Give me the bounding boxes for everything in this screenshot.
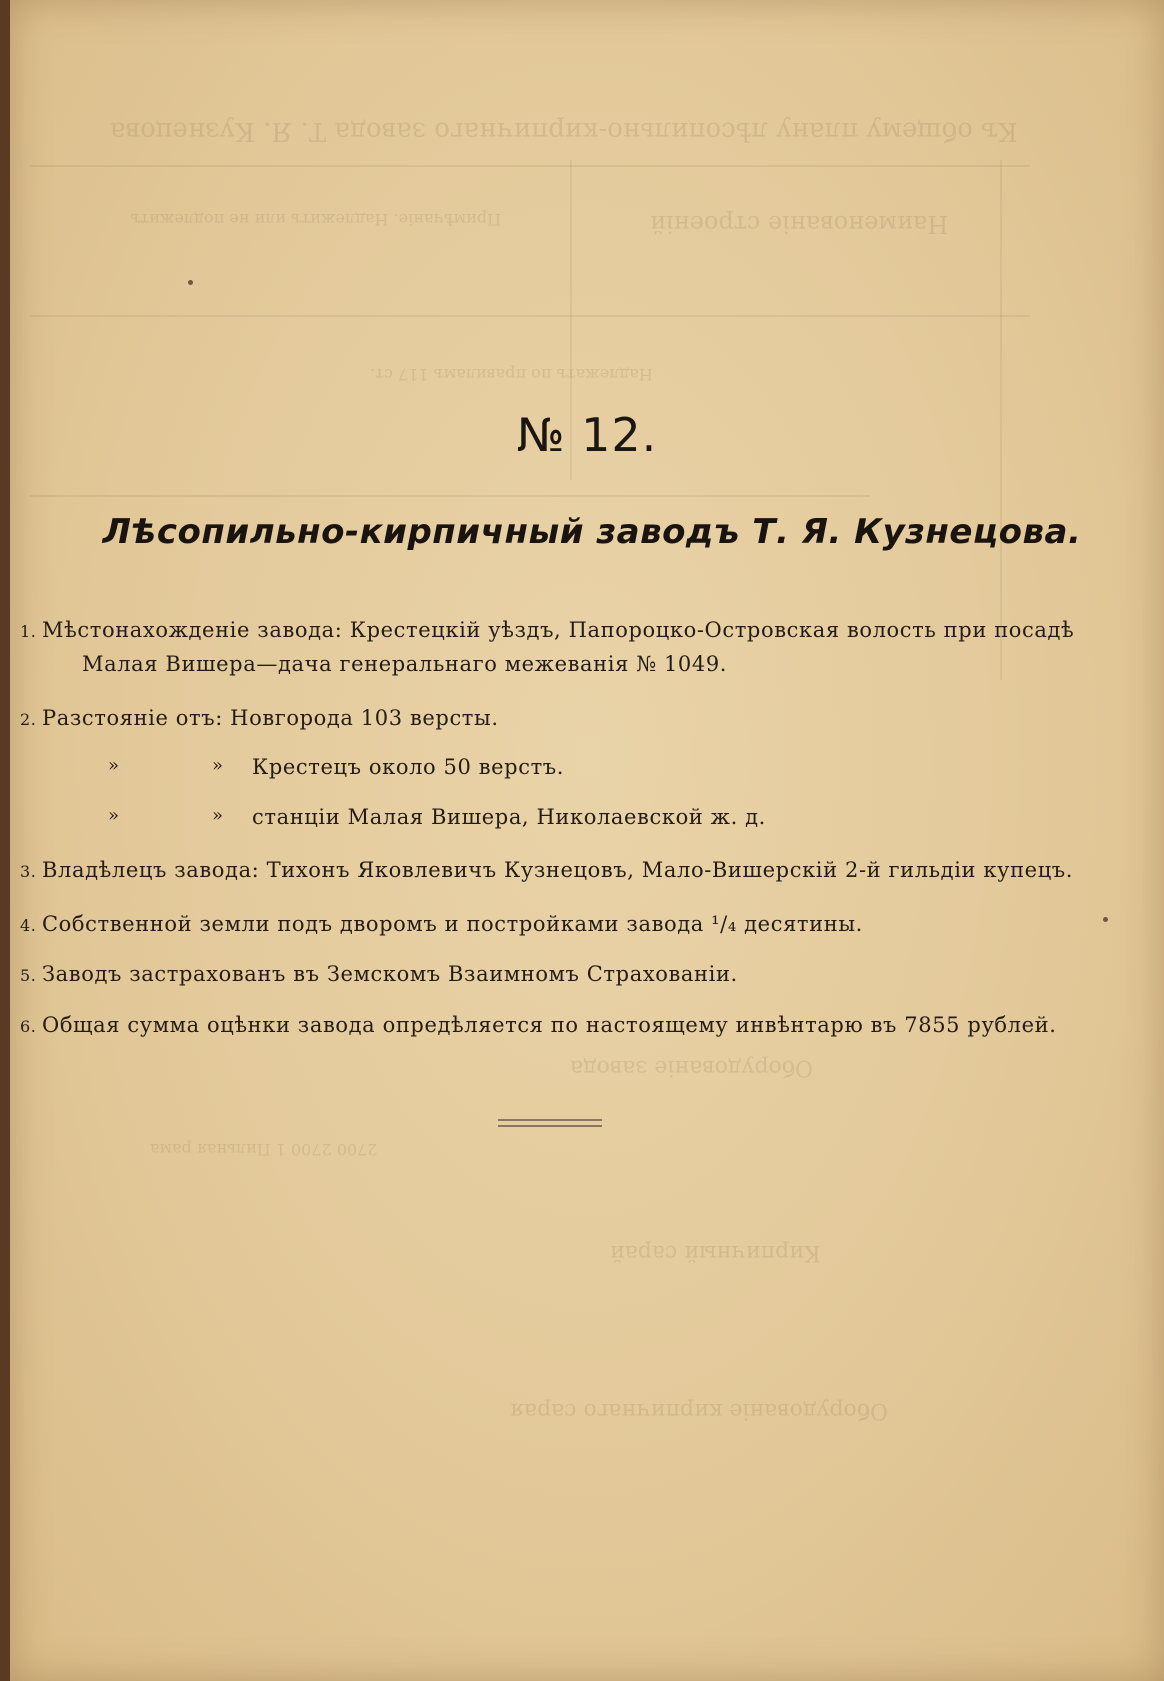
bleed-through-text: 2700 2700 1 Пильная рама <box>150 1140 378 1159</box>
item-text: Разстояніе отъ: Новгорода 103 версты. <box>42 706 499 730</box>
ditto-mark: » <box>212 755 224 776</box>
section-divider <box>498 1119 602 1121</box>
item-text: Собственной земли подъ дворомъ и постройками завода ¹/₄ десятины. <box>42 912 863 936</box>
print-speck <box>188 280 193 285</box>
document-page <box>10 0 1164 1681</box>
list-item <box>20 912 863 936</box>
item-text: Крестецъ около 50 верстъ. <box>252 755 565 779</box>
ditto-mark: » <box>108 755 120 776</box>
bleed-through-rule <box>30 165 1030 167</box>
ditto-mark: » <box>212 805 224 826</box>
list-item-ditto <box>20 805 1020 835</box>
print-speck <box>1103 917 1108 922</box>
bleed-through-rule <box>30 495 870 497</box>
item-text: Общая сумма оцѣнки завода опредѣляется по настоящему инвѣнтарю въ 7855 рублей. <box>42 1013 1057 1037</box>
list-item-ditto <box>20 755 1020 785</box>
item-text: Владѣлецъ завода: Тихонъ Яковлевичъ Кузнецовъ, Мало-Вишерскій 2-й гильдіи купецъ. <box>42 858 1074 882</box>
bleed-through-header: Къ общему плану лѣсопильно-кирпичнаго завода Т. Я. Кузнецова <box>110 116 1018 146</box>
list-item <box>20 962 738 986</box>
bleed-through-rule <box>30 315 1030 317</box>
list-item <box>20 618 1074 642</box>
item-text: Мѣстонахожденіе завода: Крестецкій уѣздъ, Папороцко-Островская волость при посадѣ <box>42 618 1075 642</box>
item-text: Заводъ застрахованъ въ Земскомъ Взаимномъ Страхованіи. <box>42 962 738 986</box>
bleed-through-text: Кирпичный сарай <box>610 1240 821 1265</box>
item-number: 6. <box>20 1017 37 1036</box>
item-number: 1. <box>20 622 37 641</box>
bleed-through-text: Наименованіе строеній <box>650 210 949 238</box>
item-number: 5. <box>20 966 37 985</box>
ditto-mark: » <box>108 805 120 826</box>
item-number: 3. <box>20 862 37 881</box>
document-number: № 12. <box>516 408 658 462</box>
item-number: 2. <box>20 710 37 729</box>
bleed-through-text: Оборудованіе завода <box>570 1055 813 1080</box>
item-text: станціи Малая Вишера, Николаевской ж. д. <box>252 805 766 829</box>
list-item <box>20 858 1073 882</box>
section-divider <box>498 1125 602 1127</box>
list-item <box>20 706 499 730</box>
item-number: 4. <box>20 916 37 935</box>
item-text: Малая Вишера—дача генеральнаго межеванія № 1049. <box>82 652 728 676</box>
bleed-through-text: Оборудованіе кирпичнаго сарая <box>510 1398 888 1423</box>
bleed-through-text: Примѣчаніе. Надлежитъ или не подлежитъ <box>130 210 501 229</box>
document-title: Лѣсопильно-кирпичный заводъ Т. Я. Кузнецова. <box>102 512 1082 552</box>
bleed-through-text: Надлежатъ по правиламъ 117 ст. <box>370 365 653 384</box>
list-item <box>20 1013 1057 1037</box>
